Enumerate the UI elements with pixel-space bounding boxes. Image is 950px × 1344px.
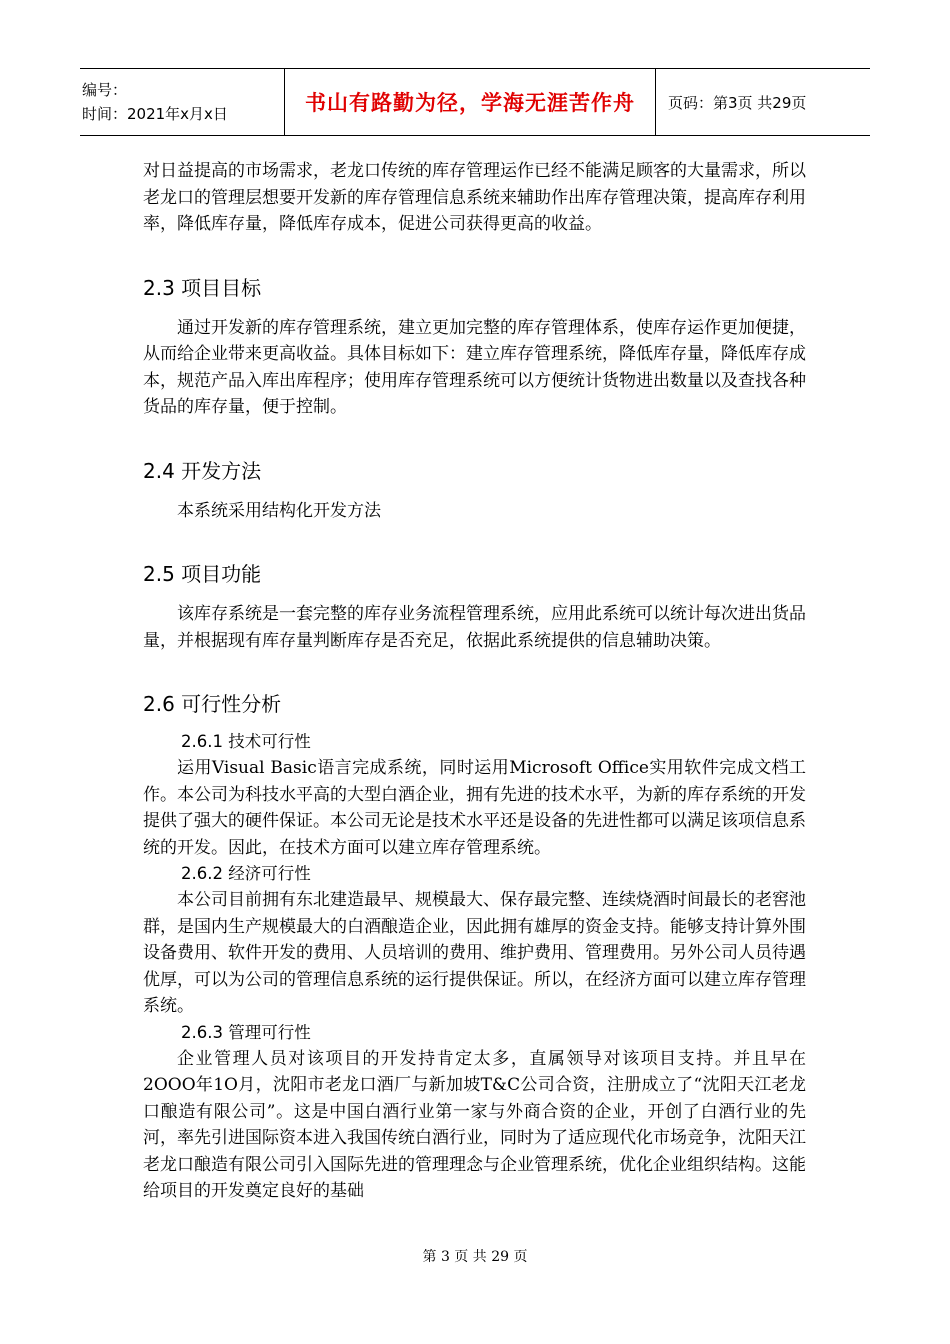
section-2-4-body: 本系统采用结构化开发方法 [177, 500, 381, 521]
section-2-3-heading: 2.3 项目目标 [143, 275, 262, 300]
section-2-5-body: 该库存系统是一套完整的库存业务流程管理系统，应用此系统可以统计每次进出货品量，并根据现有库存量判断库存是否充足，依据此系统提供的信息辅助决策。 [143, 604, 806, 651]
intro-paragraph: 对日益提高的市场需求，老龙口传统的库存管理运作已经不能满足顾客的大量需求，所以老龙口的管理层想要开发新的库存管理信息系统来辅助作出库存管理决策，提高库存利用率，降低库存量，降低库存成本，促进公司获得更高的收益。 [143, 161, 806, 234]
document-body [143, 158, 806, 1205]
section-2-5-heading: 2.5 项目功能 [143, 562, 262, 586]
page-footer: 第 3 页 共 29 页 [422, 1249, 528, 1265]
section-2-4-heading: 2.4 开发方法 [143, 458, 262, 483]
document-time-label: 时间：2021年x月x日 [82, 105, 228, 123]
header-page-info: 页码：第3页 共29页 [668, 93, 807, 112]
section-2-6-3-heading: 2.6.3 管理可行性 [181, 1022, 311, 1042]
section-2-6-3-body: 企业管理人员对该项目的开发持肯定太多，直属领导对该项目支持。并且早在2OOO年1O月，沈阳市老龙口酒厂与新加坡T&C公司合资，注册成立了“沈阳天江老龙口酿造有限公司”。这是中国白酒行业第一家与外商合资的企业，开创了白酒行业的先河，率先引进国际资本进入我国传统白酒行业，同时为了适应现代化市场竞争，沈阳天江老龙口酿造有限公司引入国际先进的管理理念与企业管理系统，优化企业组织结构。这能给项目的开发奠定良好的基础 [143, 1048, 806, 1201]
section-2-6-2-heading: 2.6.2 经济可行性 [181, 864, 311, 883]
section-2-6-1-heading: 2.6.1 技术可行性 [181, 732, 311, 751]
section-2-6-2-body: 本公司目前拥有东北建造最早、规模最大、保存最完整、连续烧酒时间最长的老窖池群，是国内生产规模最大的白酒酿造企业，因此拥有雄厚的资金支持。能够支持计算外围设备费用、软件开发的费用、人员培训的费用、维护费用、管理费用。另外公司人员待遇优厚，可以为公司的管理信息系统的运行提供保证。所以，在经济方面可以建立库存管理系统。 [143, 890, 806, 1016]
page-header [80, 68, 870, 136]
section-2-6-1-body: 运用Visual Basic语言完成系统，同时运用Microsoft Office实用软件完成文档工作。本公司为科技水平高的大型白酒企业，拥有先进的技术水平，为新的库存系统的开发提供了强大的硬件保证。本公司无论是技术水平还是设备的先进性都可以满足该项信息系统的开发。因此，在技术方面可以建立库存管理系统。 [143, 758, 806, 858]
header-motto-cell [285, 69, 656, 135]
header-motto: 书山有路勤为径，学海无涯苦作舟 [305, 91, 635, 115]
header-meta [80, 69, 285, 135]
header-page-info-cell [656, 69, 806, 135]
document-number-label: 编号： [82, 81, 128, 99]
section-2-6-heading: 2.6 可行性分析 [143, 692, 282, 716]
section-2-3-body: 通过开发新的库存管理系统，建立更加完整的库存管理体系，使库存运作更加便捷，从而给企业带来更高收益。具体目标如下：建立库存管理系统，降低库存量，降低库存成本，规范产品入库出库程序；使用库存管理系统可以方便统计货物进出数量以及查找各种货品的库存量，便于控制。 [143, 317, 806, 417]
